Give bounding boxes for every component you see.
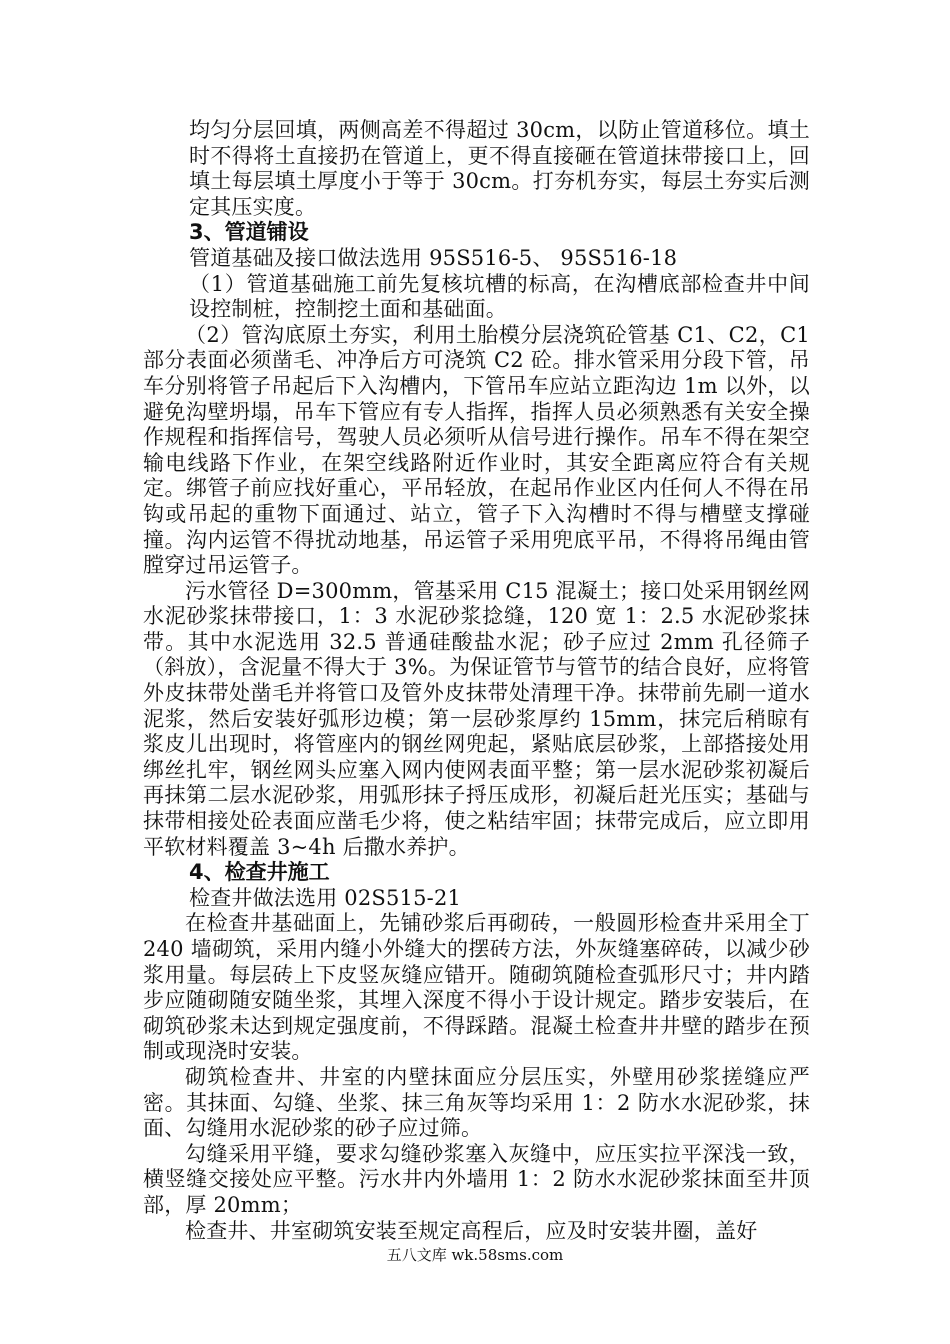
paragraph-well-spec: 检查井做法选用 02S515-21 [189, 885, 462, 910]
paragraph-pipe-foundation-spec: 管道基础及接口做法选用 95S516-5、 95S516-18 [189, 245, 678, 270]
paragraph-step-1: （1）管道基础施工前先复核坑槽的标高，在沟槽底部检查井中间设控制桩，控制挖土面和基础面。 [189, 271, 810, 322]
paragraph-well-ring: 检查井、井室砌筑安装至规定高程后，应及时安装井圈，盖好 [185, 1218, 758, 1243]
paragraph-well-plaster: 砌筑检查井、井室的内壁抹面应分层压实，外壁用砂浆搓缝应严密。其抹面、勾缝、坐浆、抹三角灰等均采用 1：2 防水水泥砂浆，抹面、勾缝用水泥砂浆的砂子应过筛。 [143, 1064, 810, 1141]
heading-pipe-laying: 3、管道铺设 [189, 220, 309, 245]
footer-watermark: 五八文库 wk.58sms.com [386, 1246, 564, 1264]
paragraph-joint-pointing: 勾缝采用平缝，要求勾缝砂浆塞入灰缝中，应压实拉平深浅一致，横竖缝交接处应平整。污水井内外墙用 1：2 防水水泥砂浆抹面至井顶部，厚 20mm； [143, 1141, 810, 1217]
document-body [143, 118, 810, 1244]
paragraph-backfill: 均匀分层回填，两侧高差不得超过 30cm，以防止管道移位。填土时不得将土直接扔在管道上，更不得直接砸在管道抹带接口上，回填土每层填土厚度小于等于 30cm。打夯机夯实，每层土夯实后测定其压实度。 [189, 118, 810, 219]
paragraph-sewer-pipe: 污水管径 D=300mm，管基采用 C15 混凝土；接口处采用钢丝网水泥砂浆抹带接口，1：3 水泥砂浆捻缝，120 宽 1：2.5 水泥砂浆抹带。其中水泥选用 32.5 普通硅酸盐水泥；砂子应过 2mm 孔径筛子（斜放），含泥量不得大于 3%。为保证管节与管节的结合良好，应将管外皮抹带处凿毛并将管口及管外皮抹带处清理干净。抹带前先刷一道水泥浆，然后安装好弧形边模；第一层砂浆厚约 15mm，抹完后稍晾有浆皮儿出现时，将管座内的钢丝网兜起，紧贴底层砂浆，上部搭接处用绑丝扎牢，钢丝网头应塞入网内使网表面平整；第一层水泥砂浆初凝后再抹第二层水泥砂浆，用弧形抹子捋压成形，初凝后赶光压实；基础与抹带相接处砼表面应凿毛少将，使之粘结牢固；抹带完成后，应立即用平软材料覆盖 3~4h 后撒水养护。 [143, 578, 810, 859]
paragraph-well-masonry: 在检查井基础面上，先铺砂浆后再砌砖，一般圆形检查井采用全丁 240 墙砌筑，采用内缝小外缝大的摆砖方法，外灰缝塞碎砖，以减少砂浆用量。每层砖上下皮竖灰缝应错开。随砌筑随检查弧形尺寸；井内踏步应随砌随安随坐浆，其埋入深度不得小于设计规定。踏步安装后，在砌筑砂浆未达到规定强度前，不得踩踏。混凝土检查井井壁的踏步在预制或现浇时安装。 [143, 911, 810, 1064]
heading-inspection-well: 4、检查井施工 [189, 860, 330, 885]
paragraph-step-2: （2）管沟底原土夯实，利用土胎模分层浇筑砼管基 C1、C2，C1 部分表面必须凿毛、冲净后方可浇筑 C2 砼。排水管采用分段下管，吊车分别将管子吊起后下入沟槽内，下管吊车应站立距沟边 1m 以外，以避免沟壁坍塌，吊车下管应有专人指挥，指挥人员必须熟悉有关安全操作规程和指挥信号，驾驶人员必须听从信号进行操作。吊车不得在架空输电线路下作业，在架空线路附近作业时，其安全距离应符合有关规定。绑管子前应找好重心，平吊轻放，在起吊作业区内任何人不得在吊钩或吊起的重物下面通过、站立，管子下入沟槽时不得与槽壁支撑碰撞。沟内运管不得扰动地基，吊运管子采用兜底平吊，不得将吊绳由管膛穿过吊运管子。 [143, 322, 810, 578]
